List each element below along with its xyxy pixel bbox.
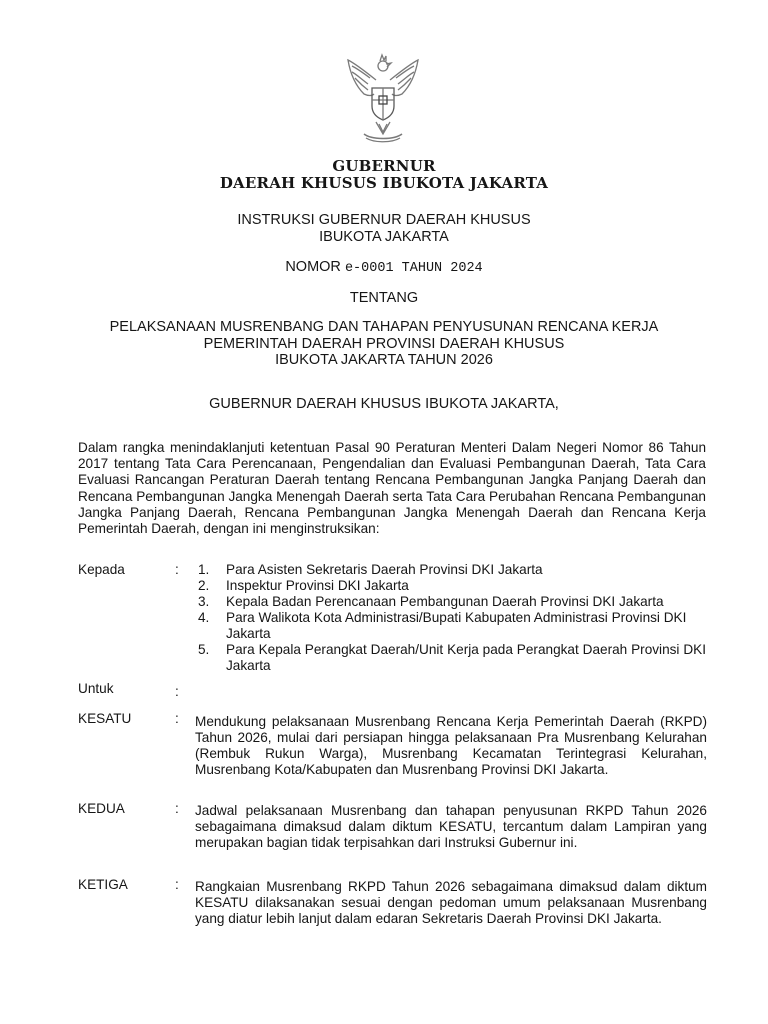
subject-line-2: PEMERINTAH DAERAH PROVINSI DAERAH KHUSUS	[203, 335, 565, 352]
subject-title	[0, 319, 768, 369]
untuk-label: Untuk	[78, 681, 114, 696]
kepada-colon: :	[175, 562, 179, 577]
subject-line-3: IBUKOTA JAKARTA TAHUN 2026	[275, 352, 493, 368]
ketiga-label: KETIGA	[78, 877, 128, 892]
heading-line-2: DAERAH KHUSUS IBUKOTA JAKARTA	[219, 174, 549, 192]
tentang-heading: TENTANG	[349, 290, 419, 306]
list-item: 5. Para Kepala Perangkat Daerah/Unit Kerja pada Perangkat Daerah Provinsi DKI Jakarta	[198, 642, 706, 673]
ketiga-text: Rangkaian Musrenbang RKPD Tahun 2026 sebagaimana dimaksud dalam diktum KESATU dilaksanakan sesuai dengan pedoman umum pelaksanaan Musrenbang yang diatur lebih lanjut dalam edaran Sekretaris Daerah Provinsi DKI Jakarta.	[195, 879, 707, 926]
ketiga-colon: :	[175, 877, 179, 892]
untuk-colon: :	[175, 684, 179, 699]
kedua-label: KEDUA	[78, 801, 125, 816]
kesatu-label: KESATU	[78, 711, 132, 726]
kedua-colon: :	[175, 801, 179, 816]
list-item: 1. Para Asisten Sekretaris Daerah Provinsi DKI Jakarta	[198, 562, 543, 577]
list-item: 3. Kepala Badan Perencanaan Pembangunan Daerah Provinsi DKI Jakarta	[198, 594, 664, 609]
subject-line-1: PELAKSANAAN MUSRENBANG DAN TAHAPAN PENYUSUNAN RENCANA KERJA	[109, 319, 659, 335]
document-heading	[0, 158, 768, 192]
list-item: 4. Para Walikota Kota Administrasi/Bupati Kabupaten Administrasi Provinsi DKI Jakarta	[198, 610, 687, 641]
kedua-text: Jadwal pelaksanaan Musrenbang dan tahapan penyusunan RKPD Tahun 2026 sebagaimana dimaksud dalam diktum KESATU, tercantum dalam Lampiran yang merupakan bagian tidak terpisahkan dari Instruksi Gubernur ini.	[195, 803, 707, 850]
garuda-emblem-icon	[340, 50, 426, 150]
kesatu-colon: :	[175, 711, 179, 726]
kesatu-text: Mendukung pelaksanaan Musrenbang Rencana Kerja Pemerintah Daerah (RKPD) Tahun 2026, mulai dari persiapan hingga pelaksanaan Pra Musrenbang Kelurahan (Rembuk Rukun Warga), Musrenbang Kecamatan Terintegrasi Kelurahan, Musrenbang Kota/Kabupaten dan Musrenbang Provinsi DKI Jakarta.	[195, 714, 707, 777]
instruction-line-2: IBUKOTA JAKARTA	[319, 229, 449, 245]
governor-line: GUBERNUR DAERAH KHUSUS IBUKOTA JAKARTA,	[209, 396, 559, 412]
list-item: 2. Inspektur Provinsi DKI Jakarta	[198, 578, 409, 593]
number-value: e-0001 TAHUN 2024	[344, 261, 483, 276]
intro-paragraph: Dalam rangka menindaklanjuti ketentuan Pasal 90 Peraturan Menteri Dalam Negeri Nomor 86 Tahun 2017 tentang Tata Cara Perencanaan, Pengendalian dan Evaluasi Pembangunan Daerah, Tata Cara Evaluasi Rancangan Peraturan Daerah tentang Rencana Pembangunan Jangka Panjang Daerah dan Rencana Pembangunan Jangka Menengah Daerah serta Tata Cara Perubahan Rencana Pembangunan Jangka Panjang Daerah, Rencana Pembangunan Jangka Menengah Daerah dan Rencana Kerja Pemerintah Daerah, dengan ini menginstruksikan:	[78, 440, 706, 537]
instruction-line-1: INSTRUKSI GUBERNUR DAERAH KHUSUS	[237, 212, 531, 228]
kepada-label: Kepada	[78, 562, 125, 577]
instruction-title	[0, 212, 768, 246]
kepada-list	[198, 562, 706, 674]
heading-line-1: GUBERNUR	[332, 157, 436, 175]
number-label: NOMOR	[285, 259, 341, 275]
document-number	[0, 259, 768, 277]
